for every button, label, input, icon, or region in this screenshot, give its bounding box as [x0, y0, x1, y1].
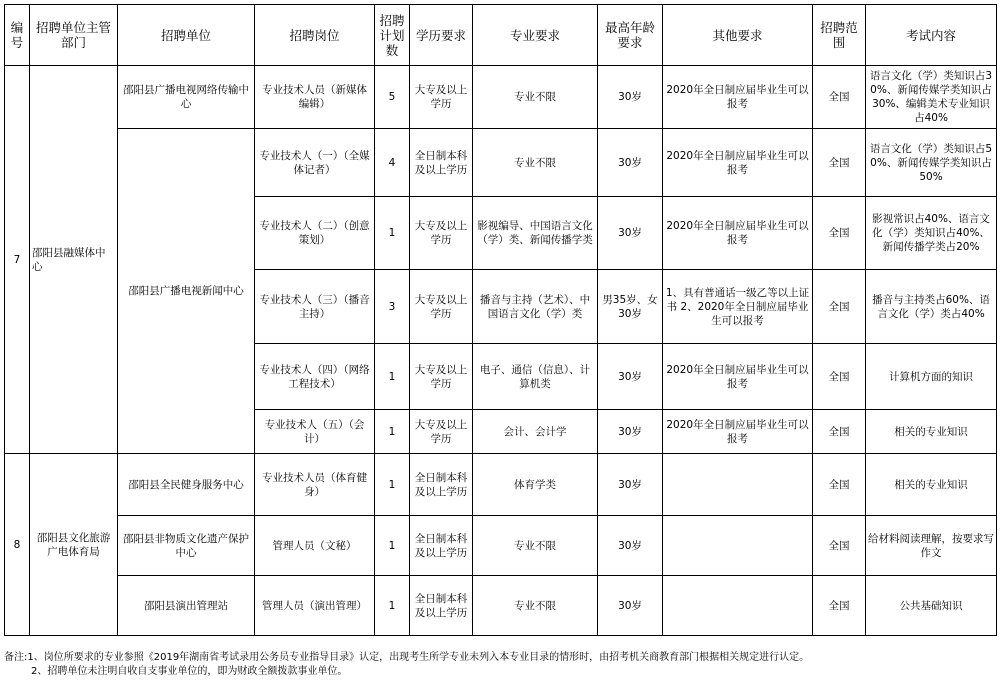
- unit-name: 邵阳县演出管理站: [118, 576, 255, 636]
- major-cell: 专业不限: [473, 129, 598, 197]
- age-cell: 30岁: [598, 344, 663, 410]
- major-cell: 播音与主持（艺术）、中国语言文化（学）类: [473, 270, 598, 344]
- unit-name: 邵阳县广播电视网络传输中心: [118, 66, 255, 129]
- major-cell: 影视编导、中国语言文化（学）类、新闻传播学类: [473, 197, 598, 270]
- exam-cell: 影视常识占40%、语言文化（学）类知识占40%、新闻传播学类占20%: [866, 197, 997, 270]
- other-cell: 2020年全日制应届毕业生可以报考: [663, 344, 813, 410]
- table-row: [5, 454, 997, 516]
- exam-cell: 公共基础知识: [866, 576, 997, 636]
- other-cell: 2020年全日制应届毕业生可以报考: [663, 410, 813, 454]
- position-cell: 专业技术人员（体育健身）: [255, 454, 375, 516]
- count-cell: 4: [375, 129, 410, 197]
- header-row: [5, 5, 997, 66]
- exam-cell: 语言文化（学）类知识占30%、新闻传媒学类知识占30%、编辑美术专业知识占40%: [866, 66, 997, 129]
- scope-cell: 全国: [813, 576, 866, 636]
- major-cell: 电子、通信（信息）、计算机类: [473, 344, 598, 410]
- count-cell: 1: [375, 576, 410, 636]
- footnote-2: 2、招聘单位未注明自收自支事业单位的，即为财政全额拨款事业单位。: [31, 666, 348, 677]
- table-row: [5, 66, 997, 129]
- table-row: [5, 576, 997, 636]
- education-cell: 全日制本科及以上学历: [410, 576, 473, 636]
- recruitment-table-container: [4, 4, 996, 636]
- exam-cell: 相关的专业知识: [866, 410, 997, 454]
- header-dept: 招聘单位主管部门: [30, 5, 118, 66]
- education-cell: 全日制本科及以上学历: [410, 454, 473, 516]
- education-cell: 大专及以上学历: [410, 197, 473, 270]
- header-other: 其他要求: [663, 5, 813, 66]
- other-cell: 2020年全日制应届毕业生可以报考: [663, 197, 813, 270]
- scope-cell: 全国: [813, 454, 866, 516]
- header-scope: 招聘范围: [813, 5, 866, 66]
- header-no: 编号: [5, 5, 30, 66]
- scope-cell: 全国: [813, 66, 866, 129]
- count-cell: 3: [375, 270, 410, 344]
- scope-cell: 全国: [813, 410, 866, 454]
- position-cell: 管理人员（文秘）: [255, 516, 375, 576]
- position-cell: 专业技术人（四）（网络工程技术）: [255, 344, 375, 410]
- count-cell: 5: [375, 66, 410, 129]
- major-cell: 专业不限: [473, 576, 598, 636]
- major-cell: 专业不限: [473, 516, 598, 576]
- recruitment-table: [4, 4, 997, 636]
- scope-cell: 全国: [813, 516, 866, 576]
- exam-cell: 给材料阅读理解，按要求写作文: [866, 516, 997, 576]
- major-cell: 体育学类: [473, 454, 598, 516]
- table-row: [5, 129, 997, 197]
- exam-cell: 语言文化（学）类知识占50%、新闻传媒学类知识占50%: [866, 129, 997, 197]
- position-cell: 专业技术人员（新媒体编辑）: [255, 66, 375, 129]
- exam-cell: 相关的专业知识: [866, 454, 997, 516]
- group-dept: 邵阳县文化旅游广电体育局: [30, 454, 118, 636]
- group-number: 7: [5, 66, 30, 454]
- count-cell: 1: [375, 344, 410, 410]
- other-cell: 2020年全日制应届毕业生可以报考: [663, 129, 813, 197]
- scope-cell: 全国: [813, 270, 866, 344]
- header-position: 招聘岗位: [255, 5, 375, 66]
- age-cell: 30岁: [598, 129, 663, 197]
- position-cell: 专业技术人（五）（会计）: [255, 410, 375, 454]
- age-cell: 30岁: [598, 454, 663, 516]
- age-cell: 30岁: [598, 197, 663, 270]
- count-cell: 1: [375, 454, 410, 516]
- group-number: 8: [5, 454, 30, 636]
- count-cell: 1: [375, 516, 410, 576]
- footnote-1: 备注:1、岗位所要求的专业参照《2019年湖南省考试录用公务员专业指导目录》认定，出现考生所学专业未列入本专业目录的情形时，由招考机关商教育部门根据相关规定进行认定。: [4, 652, 810, 663]
- other-cell: 2020年全日制应届毕业生可以报考: [663, 66, 813, 129]
- table-row: [5, 516, 997, 576]
- scope-cell: 全国: [813, 129, 866, 197]
- age-cell: 男35岁、女30岁: [598, 270, 663, 344]
- count-cell: 1: [375, 197, 410, 270]
- age-cell: 30岁: [598, 576, 663, 636]
- exam-cell: 计算机方面的知识: [866, 344, 997, 410]
- education-cell: 大专及以上学历: [410, 344, 473, 410]
- major-cell: 专业不限: [473, 66, 598, 129]
- education-cell: 全日制本科及以上学历: [410, 129, 473, 197]
- unit-name: 邵阳县广播电视新闻中心: [118, 129, 255, 454]
- position-cell: 专业技术人（三）（播音主持）: [255, 270, 375, 344]
- header-age: 最高年龄要求: [598, 5, 663, 66]
- unit-name: 邵阳县全民健身服务中心: [118, 454, 255, 516]
- exam-cell: 播音与主持类占60%、语言文化（学）类占40%: [866, 270, 997, 344]
- education-cell: 大专及以上学历: [410, 270, 473, 344]
- education-cell: 大专及以上学历: [410, 410, 473, 454]
- education-cell: 全日制本科及以上学历: [410, 516, 473, 576]
- footnotes: [4, 651, 996, 679]
- position-cell: 专业技术人（一）（全媒体记者）: [255, 129, 375, 197]
- header-count: 招聘计划数: [375, 5, 410, 66]
- other-cell: 1、具有普通话一级乙等以上证书 2、2020年全日制应届毕业生可以报考: [663, 270, 813, 344]
- header-unit: 招聘单位: [118, 5, 255, 66]
- education-cell: 大专及以上学历: [410, 66, 473, 129]
- scope-cell: 全国: [813, 197, 866, 270]
- scope-cell: 全国: [813, 344, 866, 410]
- position-cell: 专业技术人（二）（创意策划）: [255, 197, 375, 270]
- age-cell: 30岁: [598, 66, 663, 129]
- position-cell: 管理人员（演出管理）: [255, 576, 375, 636]
- other-cell: [663, 516, 813, 576]
- major-cell: 会计、会计学: [473, 410, 598, 454]
- count-cell: 1: [375, 410, 410, 454]
- other-cell: [663, 576, 813, 636]
- header-education: 学历要求: [410, 5, 473, 66]
- age-cell: 30岁: [598, 410, 663, 454]
- unit-name: 邵阳县非物质文化遗产保护中心: [118, 516, 255, 576]
- header-exam: 考试内容: [866, 5, 997, 66]
- other-cell: [663, 454, 813, 516]
- age-cell: 30岁: [598, 516, 663, 576]
- group-dept: 邵阳县融媒体中心: [30, 66, 118, 454]
- header-major: 专业要求: [473, 5, 598, 66]
